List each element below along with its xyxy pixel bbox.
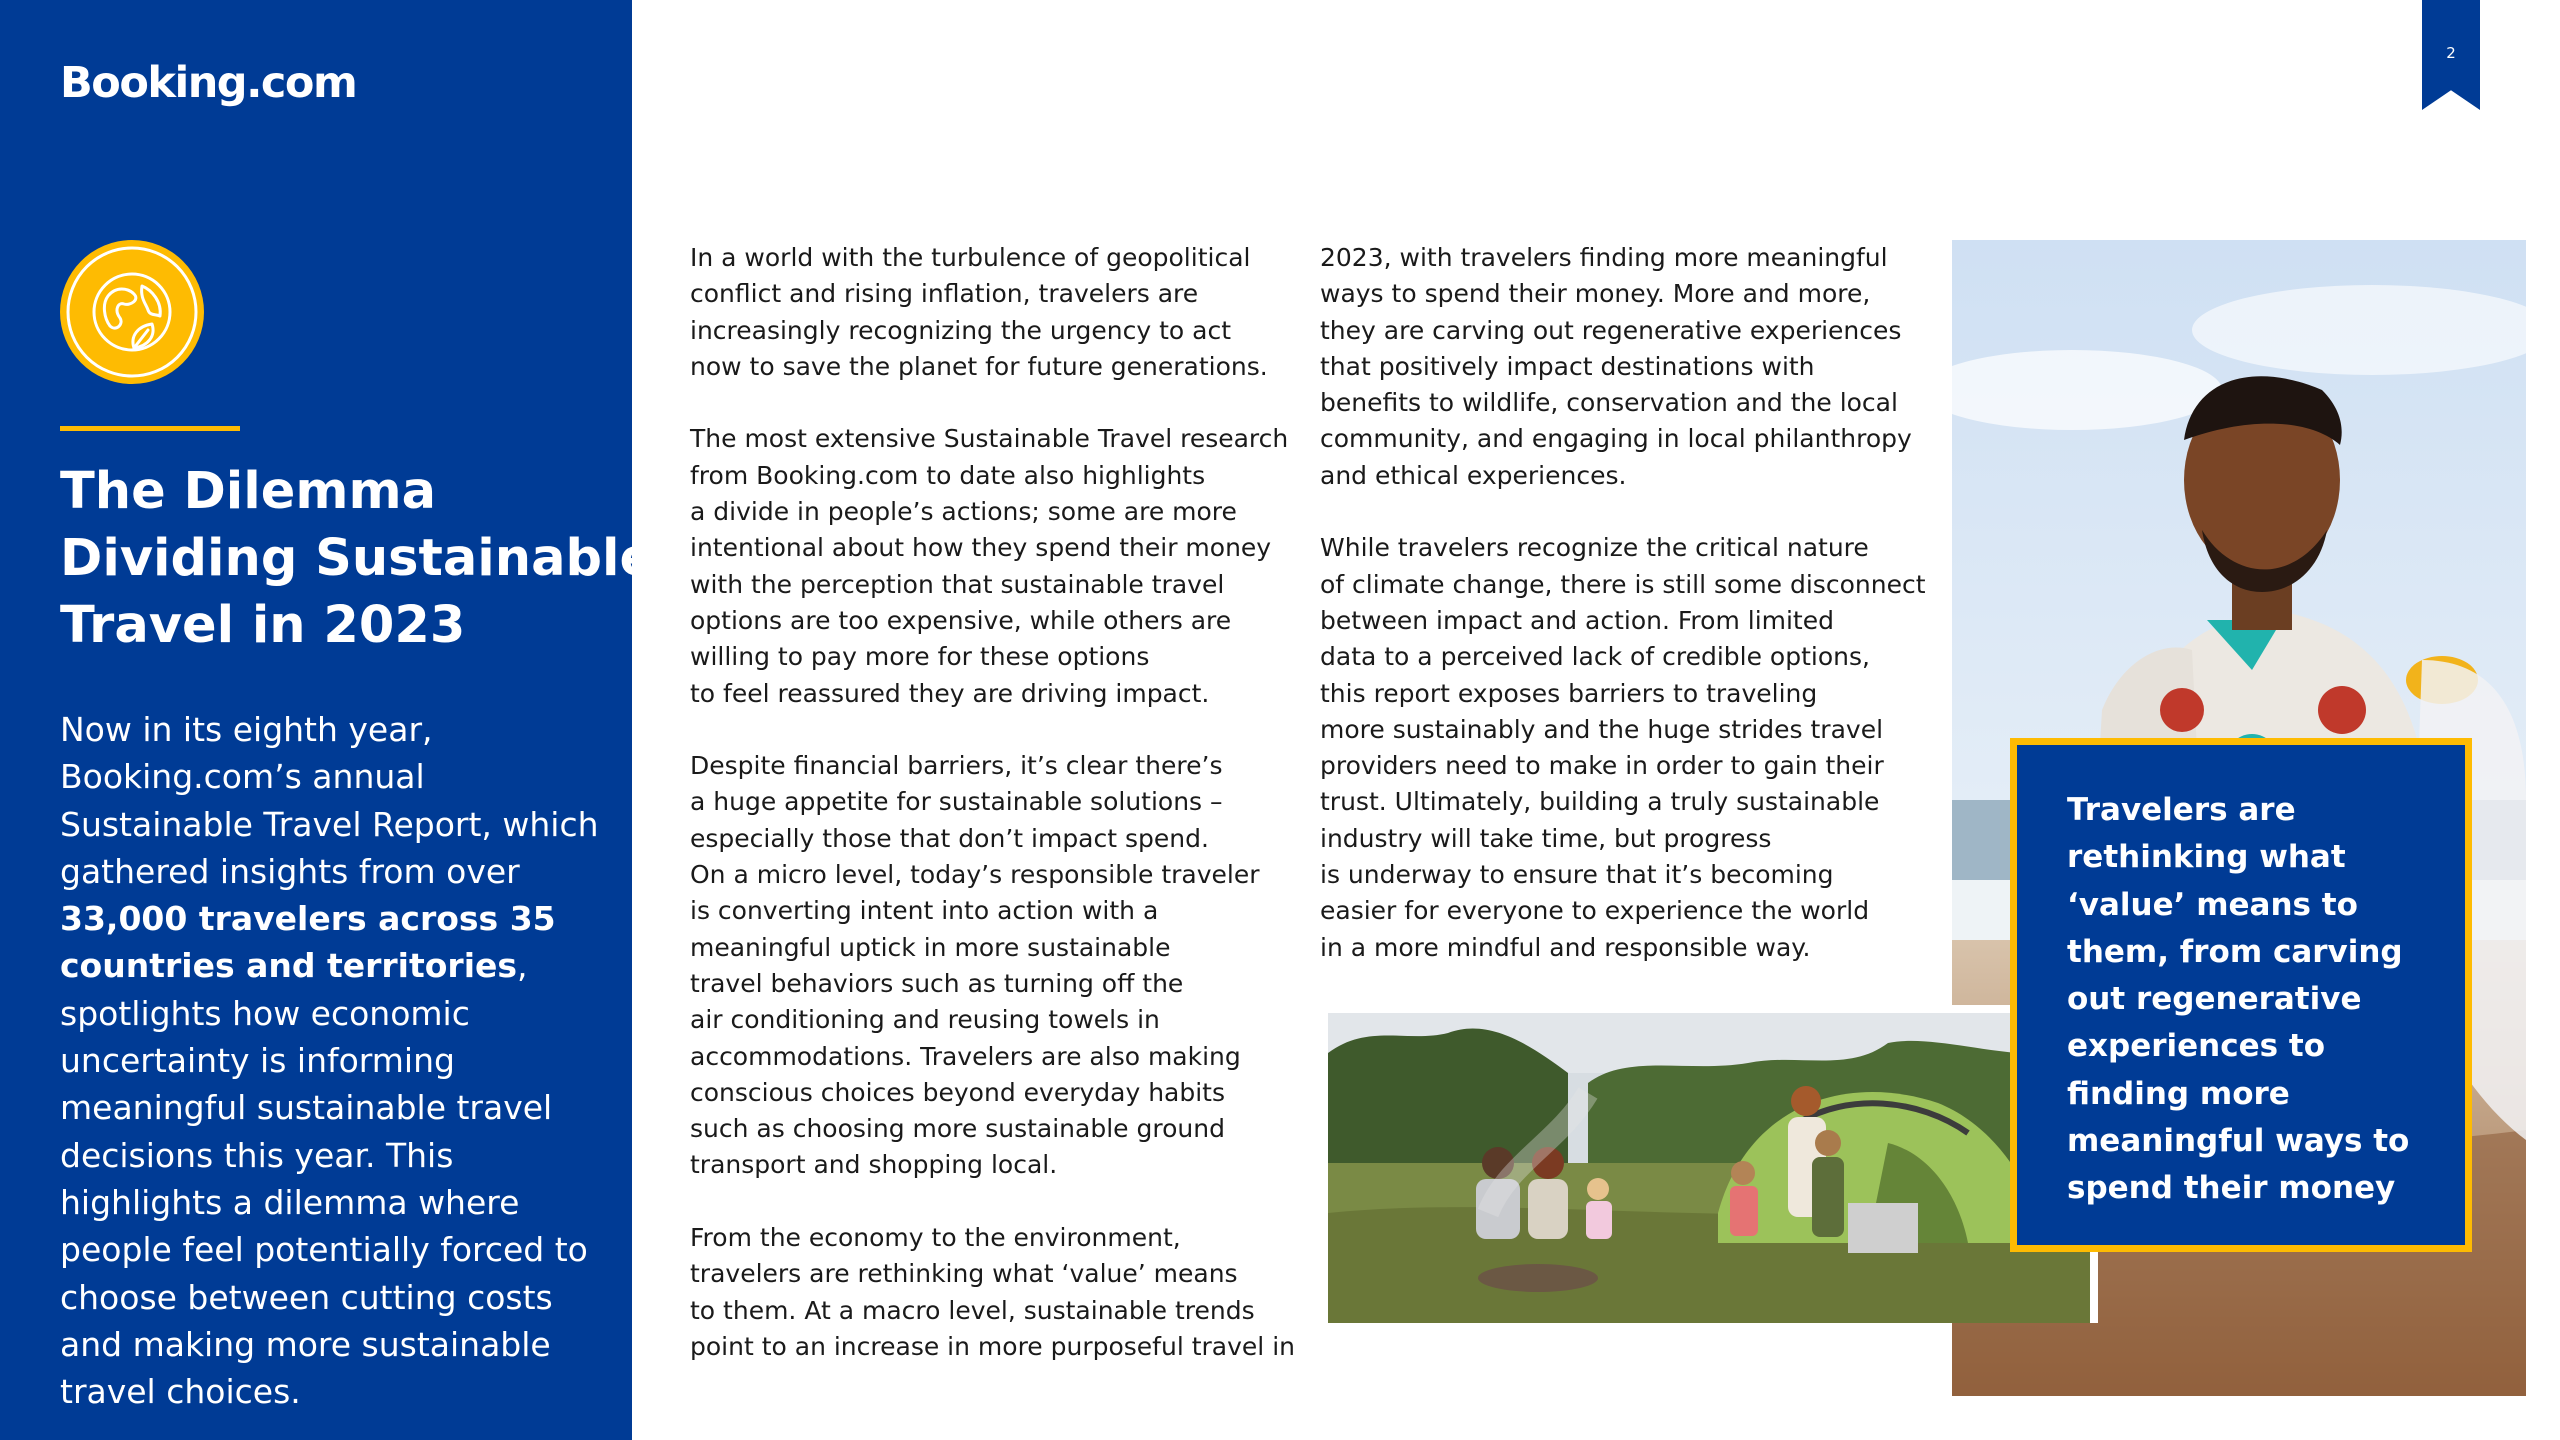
quote-line: meaningful ways to [2067,1123,2410,1160]
text-line: data to a perceived lack of credible options, [1320,642,1870,672]
text-line: accommodations. Travelers are also making [690,1041,1241,1071]
text-line: increasingly recognizing the urgency to act [690,315,1232,345]
text-line: Despite financial barriers, it’s clear there’s [690,751,1223,781]
text-line: such as choosing more sustainable ground [690,1114,1225,1144]
text-line: with the perception that sustainable travel [690,569,1225,599]
text-line: from Booking.com to date also highlights [690,460,1206,490]
text-line: transport and shopping local. [690,1150,1058,1180]
paragraph [690,421,1289,711]
page-title [60,458,655,659]
text-line: they are carving out regenerative experiences [1320,315,1902,345]
text-line: air conditioning and reusing towels in [690,1005,1160,1035]
quote-line: spend their money [2067,1170,2396,1207]
page-number: 2 [2446,44,2456,62]
pull-quote-box [2010,738,2472,1252]
text-line: of climate change, there is still some disconnect [1320,569,1926,599]
text-line: conflict and rising inflation, travelers are [690,279,1199,309]
text-line: point to an increase in more purposeful travel in [690,1331,1295,1361]
text-line: is underway to ensure that it’s becoming [1320,860,1834,890]
text-line: On a micro level, today’s responsible traveler [690,860,1260,890]
globe-badge [60,240,204,384]
title-line: The Dilemma [60,462,437,521]
text-line: more sustainably and the huge strides travel [1320,714,1884,744]
text-line: benefits to wildlife, conservation and the local [1320,388,1898,418]
text-line: to them. At a macro level, sustainable trends [690,1295,1255,1325]
body-column-1 [690,240,1295,1365]
text-line: and ethical experiences. [1320,460,1627,490]
quote-line: experiences to [2067,1028,2326,1065]
paragraph [690,1220,1295,1365]
text-line: The most extensive Sustainable Travel research [690,424,1289,454]
intro-bold: 33,000 travelers across 35 countries and territories [60,899,556,986]
intro-after: , spotlights how economic uncertainty is informing meaningful sustainable travel decisions this year. This highlights a dilemma where people feel potentially forced to choose between cutting costs and making more sustainable travel choices. [60,946,588,1412]
text-line: now to save the planet for future generations. [690,351,1268,381]
camping-photo [1320,1005,2098,1323]
text-line: between impact and action. From limited [1320,605,1834,635]
text-line: From the economy to the environment, [690,1223,1181,1253]
text-line: willing to pay more for these options [690,642,1150,672]
text-line: ways to spend their money. More and more, [1320,279,1871,309]
camping-photo-illustration [1328,1013,2090,1323]
quote-line: out regenerative [2067,981,2362,1018]
body-column-2 [1320,240,1926,966]
text-line: travel behaviors such as turning off the [690,968,1184,998]
sidebar [0,0,655,1440]
quote-line: ‘value’ means to [2067,886,2358,923]
quote-line: rethinking what [2067,839,2346,876]
text-line: that positively impact destinations with [1320,351,1815,381]
text-line: trust. Ultimately, building a truly sustainable [1320,787,1880,817]
text-line: While travelers recognize the critical nature [1320,533,1869,563]
text-line: community, and engaging in local philanthropy [1320,424,1912,454]
paragraph [1320,240,1910,494]
text-line: especially those that don’t impact spend. [690,823,1209,853]
text-line: in a more mindful and responsible way. [1320,932,1811,962]
quote-line: them, from carving [2067,933,2403,970]
intro-before: Now in its eighth year, Booking.com’s annual Sustainable Travel Report, which gathered insights from over [60,710,599,891]
pull-quote [2067,787,2447,1213]
text-line: to feel reassured they are driving impact. [690,678,1210,708]
text-line: easier for everyone to experience the world [1320,896,1870,926]
text-line: options are too expensive, while others are [690,605,1232,635]
intro-text [60,706,600,1415]
paragraph [1320,530,1926,966]
paragraph [690,748,1280,1184]
text-line: In a world with the turbulence of geopolitical [690,243,1251,272]
paragraph [690,240,1280,385]
accent-divider [60,426,240,431]
booking-logo: Booking.com [60,58,357,108]
text-line: a huge appetite for sustainable solutions – [690,787,1223,817]
text-line: intentional about how they spend their money [690,533,1272,563]
text-line: 2023, with travelers finding more meaningful [1320,243,1888,272]
title-line: Travel in 2023 [60,596,466,655]
text-line: industry will take time, but progress [1320,823,1772,853]
text-line: a divide in people’s actions; some are more [690,497,1237,527]
text-line: is converting intent into action with a [690,896,1159,926]
quote-line: finding more [2067,1075,2290,1112]
text-line: this report exposes barriers to traveling [1320,678,1818,708]
text-line: conscious choices beyond everyday habits [690,1077,1226,1107]
text-line: providers need to make in order to gain their [1320,751,1884,781]
text-line: meaningful uptick in more sustainable [690,932,1171,962]
globe-leaf-icon [60,240,204,384]
quote-line: Travelers are [2067,792,2296,828]
text-line: travelers are rethinking what ‘value’ means [690,1259,1238,1289]
title-line: Dividing Sustainable [60,529,655,588]
